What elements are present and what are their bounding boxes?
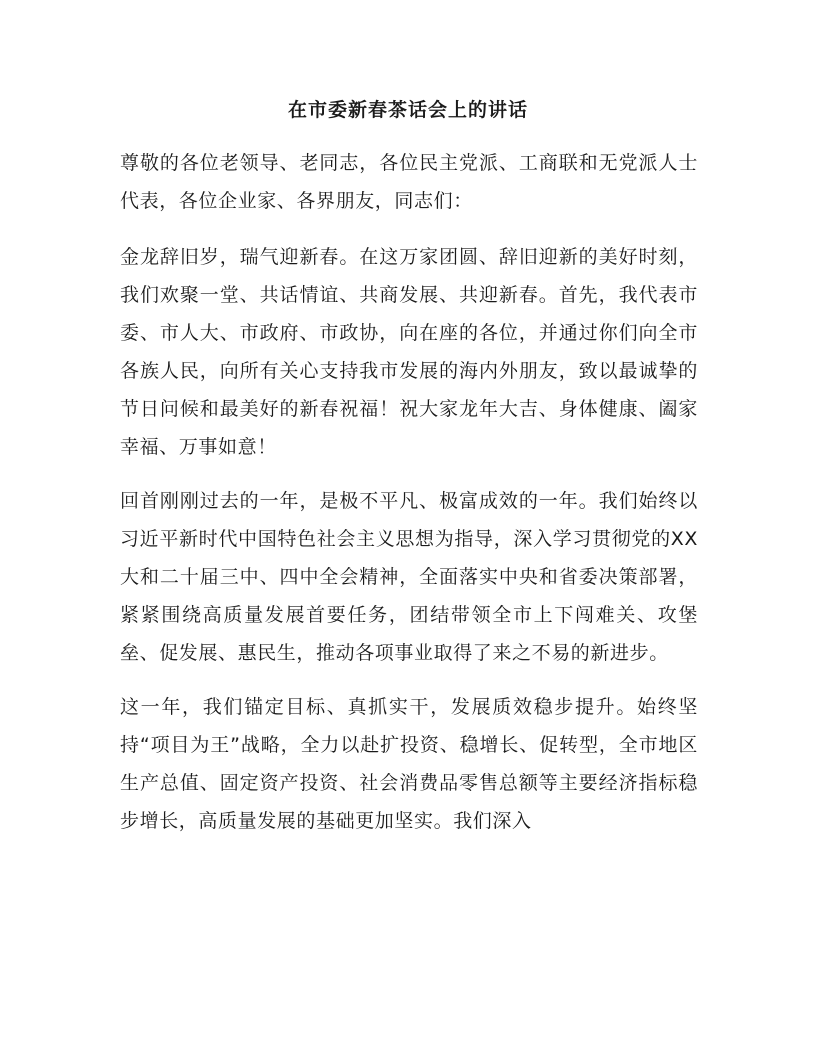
document-body <box>120 144 698 856</box>
page-title: 在市委新春茶话会上的讲话 <box>287 99 528 121</box>
review-paragraph: 回首刚刚过去的一年，是极不平凡、极富成效的一年。我们始终以习近平新时代中国特色社会主义思想为指导，深入学习贯彻党的XX大和二十届三中、四中全会精神，全面落实中央和省委决策部署，紧紧围绕高质量发展首要任务，团结带领全市上下闯难关、攻堡垒、促发展、惠民生，推动各项事业取得了来之不易的新进步。 <box>120 490 698 664</box>
achievement-paragraph: 这一年，我们锚定目标、真抓实干，发展质效稳步提升。始终坚持“项目为王”战略，全力以赴扩投资、稳增长、促转型，全市地区生产总值、固定资产投资、社会消费品零售总额等主要经济指标稳步增长，高质量发展的基础更加坚实。我们深入 <box>120 696 698 832</box>
greeting-paragraph: 金龙辞旧岁，瑞气迎新春。在这万家团圆、辞旧迎新的美好时刻，我们欢聚一堂、共话情谊、共商发展、共迎新春。首先，我代表市委、市人大、市政府、市政协，向在座的各位，并通过你们向全市各族人民，向所有关心支持我市发展的海内外朋友，致以最诚挚的节日问候和最美好的新春祝福！祝大家龙年大吉、身体健康、阖家幸福、万事如意！ <box>120 246 698 458</box>
salutation-paragraph: 尊敬的各位老领导、老同志，各位民主党派、工商联和无党派人士代表，各位企业家、各界朋友，同志们： <box>120 152 698 212</box>
